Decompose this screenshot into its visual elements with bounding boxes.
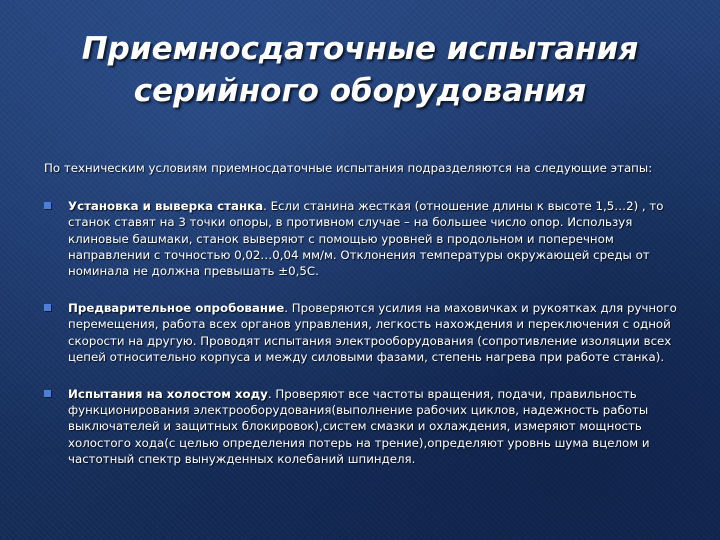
item-text: . Если станина жесткая (отношение длины к высоте 1,5…2) , то станок ставят на 3 точки опоры, в противном случае – на большее число опор. Используя клиновые башмаки, станок выверяют с помощью уровней в продольном и поперечном направлении с точностью 0,02…0,04 мм/м. Отклонения температуры окружающей среды от номинала не должна превышать ±0,5С.	[68, 199, 664, 279]
item-heading: Предварительное опробование	[68, 301, 285, 316]
list-item	[44, 300, 684, 365]
item-text: . Проверяют все частоты вращения, подачи, правильность функционирования электрооборудования(выполнение рабочих циклов, надежность работы выключателей и защитных блокировок),систем смазки и охлаждения, измеряют мощность холостого хода(с целью определения потерь на трение),определяют уровнь шума вцелом и частотный спектр вынужденных колебаний шпинделя.	[68, 387, 650, 466]
square-bullet-icon	[44, 202, 51, 209]
slide-title: Приемносдаточные испытания серийного оборудования	[81, 31, 639, 109]
square-bullet-icon	[44, 304, 51, 311]
list-item	[44, 198, 684, 279]
intro-text: По техническим условиям приемносдаточные испытания подразделяются на следующие этапы:	[44, 161, 653, 175]
list-item	[44, 386, 684, 467]
slide-content	[44, 160, 684, 488]
item-text: . Проверяются усилия на маховичках и рукоятках для ручного перемещения, работа всех органов управления, легкость нахождения и переключения с одной скорости на другую. Проводят испытания электрооборудования (сопротивление изоляции всех цепей относительно корпуса и между силовыми фазами, степень нагрева при работе станка).	[68, 301, 677, 364]
square-bullet-icon	[44, 390, 51, 397]
item-heading: Испытания на холостом ходу	[68, 387, 268, 402]
item-heading: Установка и выверка станка	[68, 199, 264, 214]
